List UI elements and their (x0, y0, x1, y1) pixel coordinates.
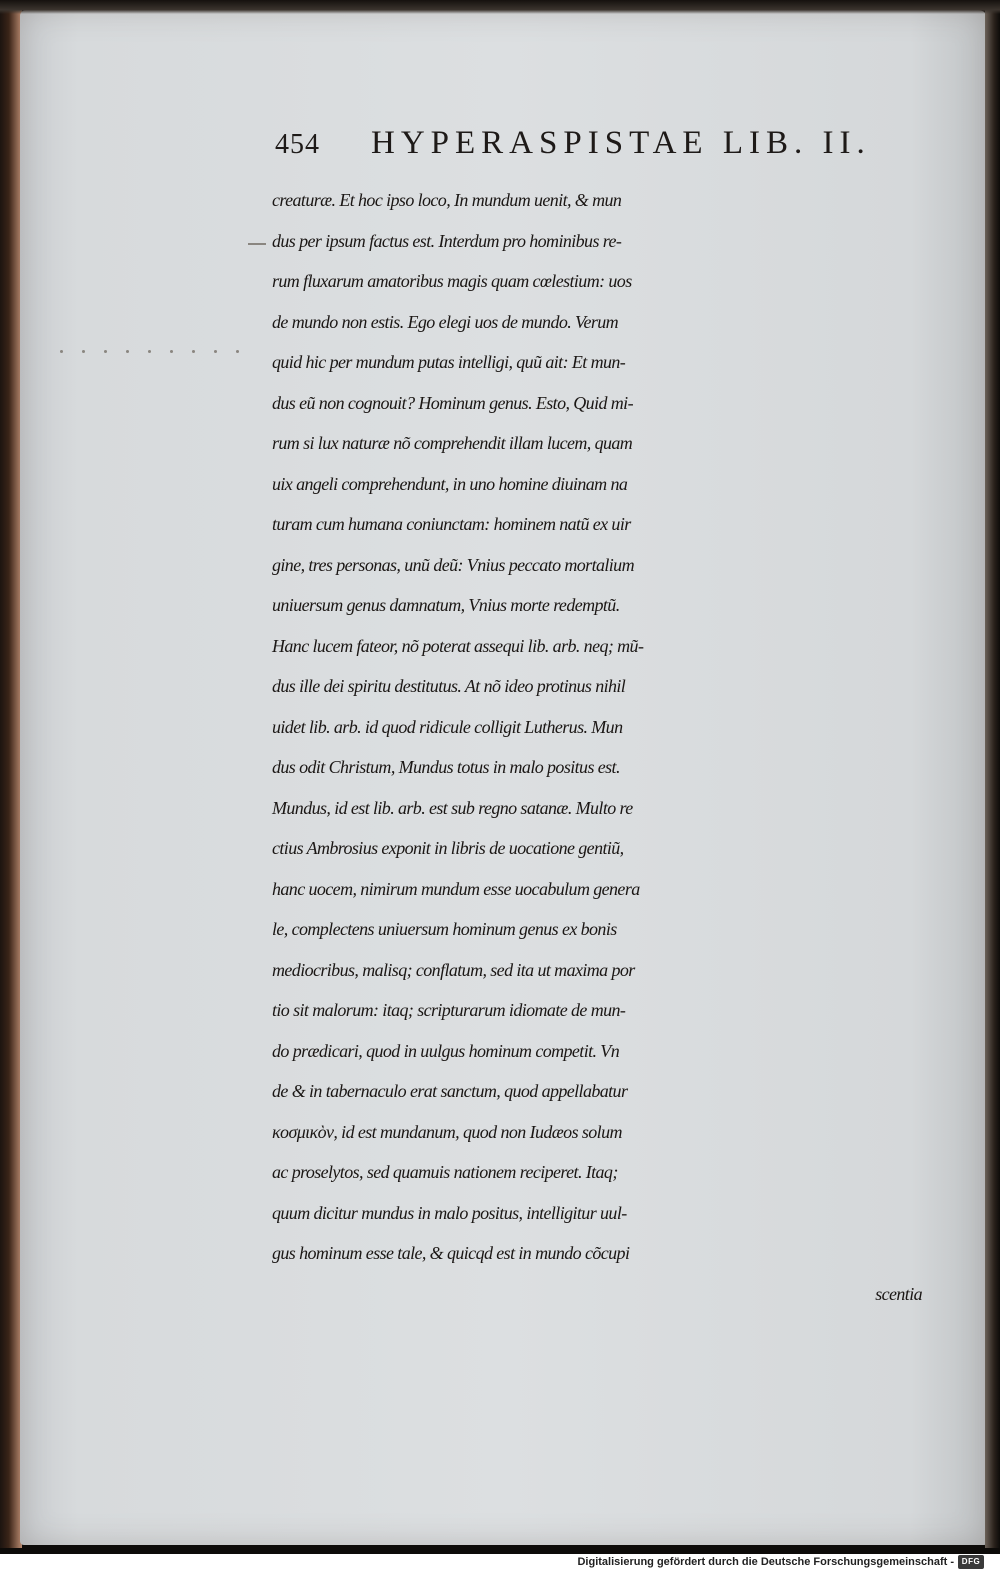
text-line: gine, tres personas, unũ deũ: Vnius peccato mortalium (272, 554, 634, 575)
page-number: 454 (275, 129, 320, 160)
text-line: uix angeli comprehendunt, in uno homine diuinam na (272, 473, 628, 494)
text-line: turam cum humana coniunctam: hominem natũ ex uir (272, 514, 631, 534)
text-line: uidet lib. arb. id quod ridicule colligit Lutherus. Mun (272, 716, 623, 737)
margin-dash-mark (248, 243, 266, 245)
text-line: rum fluxarum amatoribus magis quam cœlestium: uos (272, 271, 632, 291)
text-line: uniuersum genus damnatum, Vnius morte redemptũ. (272, 595, 620, 615)
text-line: dus per ipsum factus est. Interdum pro hominibus re- (272, 230, 622, 251)
text-line: dus ille dei spiritu destitutus. At nõ ideo protinus nihil (272, 676, 626, 696)
text-line: tio sit malorum: itaq; scripturarum idiomate de mun- (272, 1000, 626, 1020)
text-line: gus hominum esse tale, & quicqd est in mundo cõcupi (272, 1243, 630, 1263)
text-line: dus eũ non cognouit? Hominum genus. Esto, Quid mi- (272, 392, 633, 413)
book-gutter-edge (0, 0, 22, 1555)
text-line: dus odit Christum, Mundus totus in malo positus est. (272, 757, 620, 777)
text-line: creaturæ. Et hoc ipso loco, In mundum uenit, & mun (272, 190, 622, 210)
text-line: Mundus, id est lib. arb. est sub regno satanæ. Multo re (272, 797, 633, 818)
running-title: HYPERASPISTAE LIB. II. (371, 125, 871, 161)
text-line: le, complectens uniuersum hominum genus ex bonis (272, 919, 617, 939)
text-line: ctius Ambrosius exponit in libris de uocatione gentiũ, (272, 838, 624, 858)
catchword: scentia (875, 1283, 922, 1304)
text-line: hanc uocem, nimirum mundum esse uocabulum genera (272, 878, 640, 899)
page-header (275, 125, 915, 165)
page-fore-edge (985, 0, 1000, 1555)
text-line: rum si lux naturæ nõ comprehendit illam lucem, quam (272, 433, 633, 453)
margin-pencil-marks (60, 350, 260, 360)
text-line: quum dicitur mundus in malo positus, intelligitur uul- (272, 1202, 627, 1223)
text-line: do prædicari, quod in uulgus hominum competit. Vn (272, 1040, 620, 1061)
text-line: quid hic per mundum putas intelligi, quũ ait: Et mun- (272, 352, 626, 372)
text-line: Hanc lucem fateor, nõ poterat assequi lib. arb. neq; mũ- (272, 635, 644, 656)
page-top-edge (0, 0, 1000, 14)
text-line: de & in tabernaculo erat sanctum, quod appellabatur (272, 1081, 628, 1101)
text-line: mediocribus, malisq; conflatum, sed ita ut maxima por (272, 959, 635, 980)
footer-divider (0, 1548, 1000, 1554)
body-text (272, 180, 952, 1314)
text-line: ac proselytos, sed quamuis nationem reciperet. Itaq; (272, 1162, 618, 1182)
dfg-logo-icon[interactable] (958, 1555, 984, 1569)
digitization-credit: Digitalisierung gefördert durch die Deutsche Forschungsgemeinschaft - (577, 1556, 954, 1568)
text-line: de mundo non estis. Ego elegi uos de mundo. Verum (272, 311, 619, 332)
text-line: κοσμικὸν, id est mundanum, quod non Iudæos solum (272, 1121, 622, 1142)
